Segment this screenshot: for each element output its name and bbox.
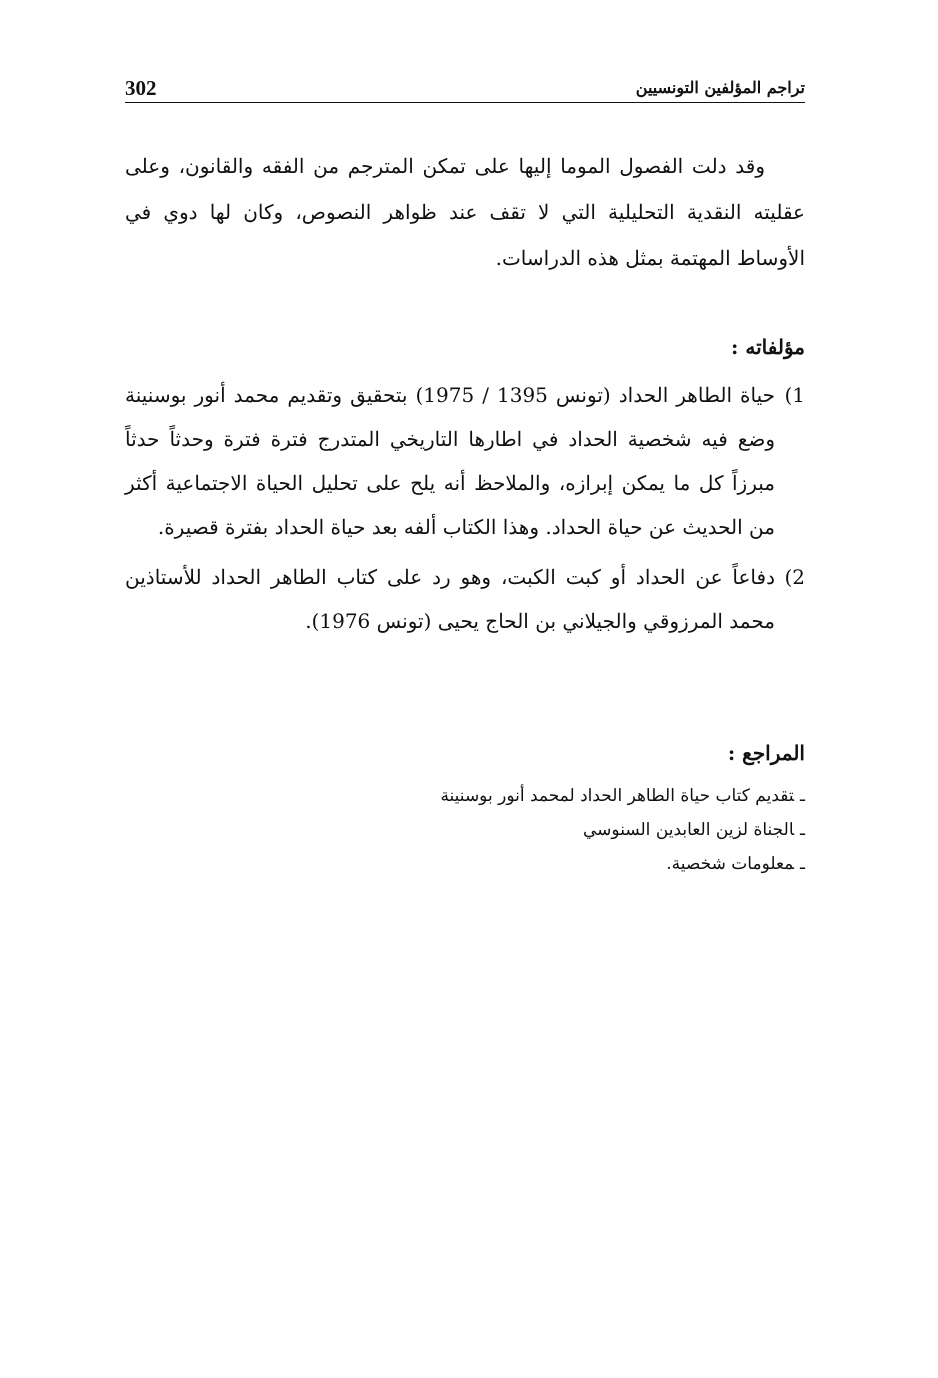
work-item xyxy=(125,373,805,549)
reference-dash: ـ xyxy=(800,820,805,840)
running-title: تراجم المؤلفين التونسيين xyxy=(635,78,805,97)
reference-item xyxy=(125,779,805,813)
intro-paragraph: وقد دلت الفصول الموما إليها على تمكن المترجم من الفقه والقانون، وعلى عقليته النقدية التحليلية التي لا تقف عند ظواهر النصوص، وكان لها دوي في الأوساط المهتمة بمثل هذه الدراسات. xyxy=(125,154,805,270)
running-header xyxy=(125,60,805,103)
reference-dash: ـ xyxy=(800,854,805,874)
work-item xyxy=(125,555,805,643)
references-heading: المراجع : xyxy=(727,741,805,765)
reference-text: الجناة لزين العابدين السنوسي xyxy=(583,820,795,840)
reference-text: معلومات شخصية. xyxy=(666,854,795,874)
work-text: حياة الطاهر الحداد (تونس 1395 / 1975) بتحقيق وتقديم محمد أنور بوسنينة وضع فيه شخصية الحداد في اطارها التاريخي المتدرج فترة فترة وحدثاً حدثاً مبرزاً كل ما يمكن إبرازه، والملاحظ أنه يلح على تحليل الحياة الاجتماعية أكثر من الحديث عن حياة الحداد. وهذا الكتاب ألفه بعد حياة الحداد بفترة قصيرة. xyxy=(125,383,776,539)
book-page xyxy=(125,60,805,881)
reference-dash: ـ xyxy=(800,786,805,806)
work-number: 1) xyxy=(784,383,805,407)
page-number: 302 xyxy=(125,76,157,100)
reference-text: تقديم كتاب حياة الطاهر الحداد لمحمد أنور بوسنينة xyxy=(440,786,795,806)
work-number: 2) xyxy=(784,565,805,589)
work-text: دفاعاً عن الحداد أو كبت الكبت، وهو رد على كتاب الطاهر الحداد للأستاذين محمد المرزوقي والجيلاني بن الحاج يحيى (تونس 1976). xyxy=(125,565,775,633)
works-heading: مؤلفاته : xyxy=(731,335,805,359)
reference-item xyxy=(125,847,805,881)
works-list xyxy=(125,373,805,643)
references-list xyxy=(125,779,805,881)
reference-item xyxy=(125,813,805,847)
